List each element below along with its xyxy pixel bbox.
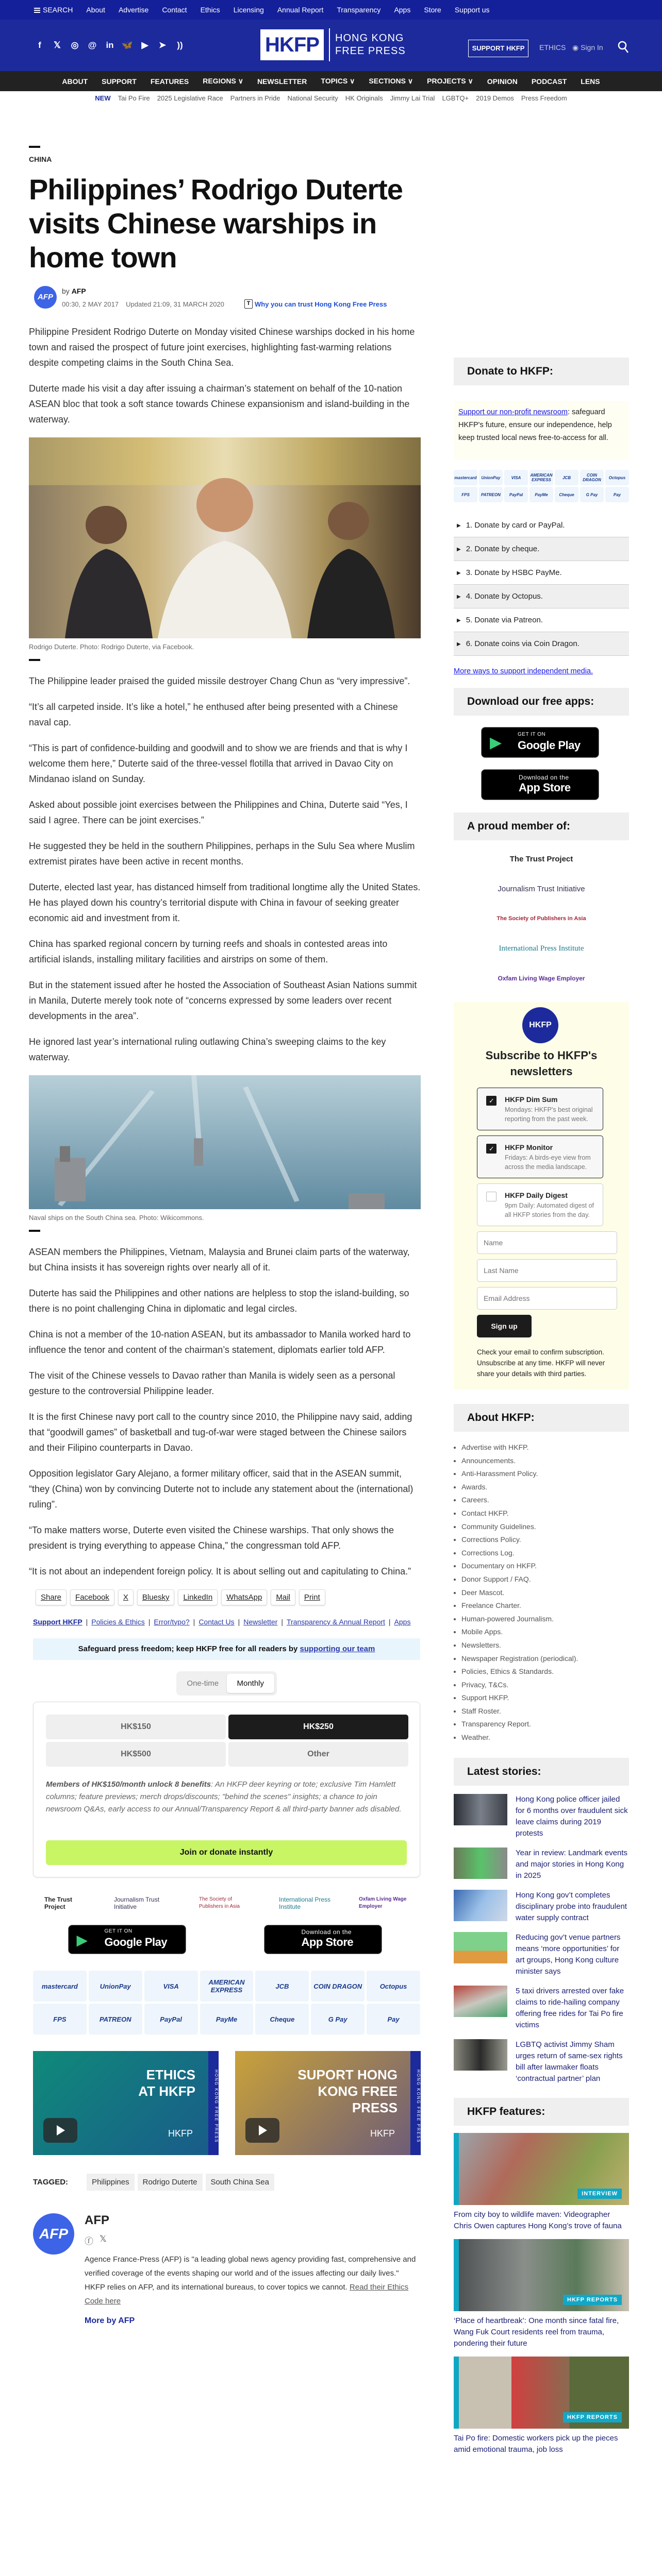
article-paragraph: “To make matters worse, Duterte even visited the Chinese warships. That only shows the president is trying everything to appease China,” the congressman told AFP.	[29, 1525, 394, 1551]
trending-link[interactable]: Press Freedom	[521, 94, 567, 102]
last-name-input[interactable]	[477, 1259, 617, 1282]
sidebar-app-store-button[interactable]: Download on the App Store	[481, 769, 599, 800]
article-paragraph: Duterte has said the Philippines and other nations are helpless to stop the island-building, so there is no point challenging China in diplomatic and legal circles.	[29, 1288, 409, 1314]
one-time-tab[interactable]: One-time	[187, 1679, 219, 1688]
support-blurb: Support our non-profit newsroom: safeguard HKFP's future, ensure our independence, help keep trusted local news free-to-access for all.	[454, 401, 629, 460]
about-link[interactable]: • Documentary on HKFP.	[461, 1560, 629, 1573]
latest-story[interactable]: Hong Kong police officer jailed for 6 months over fraudulent sick leave claims during 2019 protests	[454, 1794, 629, 1839]
payment-logo: UnionPay	[89, 1971, 142, 2002]
nav-item[interactable]: PODCAST	[531, 77, 567, 86]
latest-story[interactable]: Reducing gov’t venue partners means ‘more opportunities’ for art groups, Hong Kong culture minister says	[454, 1932, 629, 1977]
about-link[interactable]: • Support HKFP.	[461, 1691, 629, 1705]
instagram-icon[interactable]: ◎	[71, 40, 79, 50]
top-link[interactable]: Advertise	[118, 6, 149, 14]
about-link[interactable]: • Careers.	[461, 1494, 629, 1507]
donate-option[interactable]: ▶ 6. Donate coins via Coin Dragon.	[454, 632, 629, 656]
x-icon[interactable]: 𝕏	[54, 40, 61, 50]
payment-logo: Cheque	[555, 487, 578, 502]
top-link[interactable]: Contact	[162, 6, 187, 14]
trust-project-icon: T	[244, 299, 253, 309]
play-icon[interactable]	[43, 2118, 77, 2143]
trending-link[interactable]: LGBTQ+	[442, 94, 469, 102]
features-heading: HKFP features:	[454, 2098, 629, 2126]
trending-link[interactable]: National Security	[287, 94, 338, 102]
sidebar-payment-methods	[454, 470, 629, 502]
article-paragraph: Asked about possible joint exercises between the Philippines and China, Duterte said “Yes, I said I agree. There can be joint exercises.”	[29, 800, 408, 825]
story-thumbnail	[454, 2039, 507, 2071]
article-paragraph: The visit of the Chinese vessels to Davao rather than Manila is widely seen as a personal gesture to the controversial Philippine leader.	[29, 1370, 395, 1396]
section-dash	[29, 1230, 40, 1232]
article-paragraph: He suggested they be held in the southern Philippines, perhaps in the Sulu Sea where Muslim extremist pirates have been active in recent months.	[29, 841, 415, 867]
share-button[interactable]: Share	[36, 1589, 67, 1605]
article-paragraph: China has sparked regional concern by turning reefs and shoals in contested areas into artificial islands, installing military facilities and airstrips on some of them.	[29, 939, 388, 964]
donate-option[interactable]: ▶ 3. Donate by HSBC PayMe.	[454, 561, 629, 585]
user-icon: ◉	[572, 43, 581, 52]
nav-item[interactable]: OPINION	[487, 77, 518, 86]
story-thumbnail	[454, 1794, 507, 1825]
checkbox[interactable]	[486, 1096, 496, 1106]
about-link[interactable]: • Staff Roster.	[461, 1705, 629, 1718]
nav-item[interactable]: LENS	[581, 77, 600, 86]
trust-link[interactable]: T Why you can trust Hong Kong Free Press	[244, 299, 387, 309]
author-box-avatar[interactable]: AFP	[33, 2213, 74, 2255]
nav-item[interactable]: SECTIONS ∨	[369, 77, 413, 85]
share-bar	[36, 1589, 421, 1605]
author-avatar[interactable]: AFP	[34, 286, 57, 309]
trending-bar	[0, 91, 662, 105]
support-link[interactable]: Support HKFP	[33, 1618, 82, 1626]
trending-link[interactable]: Jimmy Lai Trial	[390, 94, 435, 102]
top-link[interactable]: Store	[424, 6, 441, 14]
latest-heading: Latest stories:	[454, 1758, 629, 1786]
linkedin-icon[interactable]: in	[106, 40, 114, 50]
duterte-photo	[29, 437, 421, 638]
top-link[interactable]: Annual Report	[277, 6, 324, 14]
author-bio: Agence France-Press (AFP) is "a leading global news agency providing fast, comprehensive and verified coverage of the events shaping our world and of the issues affecting our daily lives." HKFP relies on AFP, and its international bureaus, to cover topics we cannot. Read their Ethics Code here	[85, 2255, 416, 2306]
sopa-logo[interactable]: The Society of Publishers in Asia	[496, 916, 586, 922]
story-thumbnail	[454, 1986, 507, 2017]
supporting-team-link[interactable]: supporting our team	[300, 1645, 375, 1653]
search-icon[interactable]	[618, 40, 629, 54]
main-column	[29, 146, 421, 2337]
feature-story[interactable]: INTERVIEW From city boy to wildlife maven: Videographer Chris Owen captures Hong Kong’s trove of fauna	[454, 2133, 629, 2232]
author-social	[85, 2234, 107, 2247]
about-link[interactable]: • Newspaper Registration (periodical).	[461, 1652, 629, 1666]
article-paragraph: But in the statement issued after he hosted the Association of Southeast Asian Nations summit in Manila, Duterte merely took note of “concerns expressed by some leaders over recent developments in the area”.	[29, 980, 417, 1021]
payment-logo: AMERICAN EXPRESS	[200, 1971, 254, 2002]
article-paragraph: “This is part of confidence-building and goodwill and to show we are friends and that is why I welcome them here,” Duterte said of the three-vessel flotilla that arrived in Davao City on Mindanao island on Sunday.	[29, 743, 408, 784]
policies-link[interactable]: Policies & Ethics	[91, 1618, 145, 1626]
donate-option[interactable]: ▶ 1. Donate by card or PayPal.	[454, 514, 629, 537]
article-paragraph: Duterte, elected last year, has distanced himself from traditional longtime ally the United States. He has played down his country’s territorial dispute with China in favour of seeking greater economic aid and investment from it.	[29, 882, 421, 923]
payment-logo: PayPal	[504, 487, 528, 502]
dates	[62, 300, 224, 308]
logo-divider	[329, 28, 330, 61]
app-buttons	[29, 1925, 421, 1954]
top-link[interactable]: Licensing	[233, 6, 264, 14]
payment-logo: AMERICAN EXPRESS	[529, 470, 553, 485]
article-paragraph: Opposition legislator Gary Alejano, a former military officer, said that in the ASEAN summit, “they (China) won by convincing Duterte not to include any statement about the (international) ruling”.	[29, 1468, 413, 1510]
name-input[interactable]	[477, 1231, 617, 1254]
about-link[interactable]: • Policies, Ethics & Standards.	[461, 1665, 629, 1679]
subscribe-heading: Subscribe to HKFP's newsletters	[485, 1049, 598, 1078]
checkbox[interactable]	[486, 1192, 496, 1201]
amount-250[interactable]: HK$250	[228, 1715, 408, 1739]
top-link[interactable]: Support us	[454, 6, 490, 14]
payment-logo: COIN DRAGON	[580, 470, 604, 485]
email-input[interactable]	[477, 1287, 617, 1310]
hkfp-badge: HKFP	[522, 1007, 558, 1043]
play-icon[interactable]	[245, 2118, 279, 2143]
ethics-code-link[interactable]: Read their Ethics Code here	[85, 2283, 409, 2306]
trending-link[interactable]: 2019 Demos	[476, 94, 514, 102]
about-links	[454, 1441, 629, 1744]
author-box	[33, 2213, 421, 2337]
bluesky-icon[interactable]: 🦋	[122, 40, 133, 50]
donate-heading: Donate to HKFP:	[454, 358, 629, 385]
payment-logo: Pay	[367, 2004, 420, 2035]
more-ways-link[interactable]: More ways to support independent media.	[454, 667, 593, 675]
youtube-icon[interactable]: ▶	[141, 40, 148, 50]
photo-caption: Naval ships on the South China sea. Photo: Wikicommons.	[29, 1214, 204, 1222]
top-utility-bar	[0, 0, 662, 20]
author-box-name[interactable]: AFP	[85, 2213, 109, 2227]
ethics-video[interactable]: ETHICS AT HKFP HKFP HONG KONG FREE PRESS	[33, 2051, 219, 2155]
transparency-link[interactable]: Transparency & Annual Report	[286, 1618, 385, 1626]
about-link[interactable]: • Newsletters.	[461, 1639, 629, 1652]
newsletter-signup	[454, 1002, 629, 1389]
article-paragraph: “It’s all carpeted inside. It’s like a hotel,” he enthused after being presented with a Chinese naval cap.	[29, 702, 398, 727]
payment-logo: mastercard	[454, 470, 477, 485]
app-store-button[interactable]: Download on the App Store	[264, 1925, 382, 1954]
jti-logo[interactable]: Journalism Trust Initiative	[498, 884, 585, 893]
article-paragraph: It is the first Chinese navy port call to the country since 2010, the Philippine navy said, adding that “goodwill games” of basketball and tug-of-war were staged between the Chinese sailors and their Filipino counterparts in Davao.	[29, 1412, 412, 1453]
about-link[interactable]: • Freelance Charter.	[461, 1599, 629, 1613]
article-paragraph: “It is not about an independent foreign policy. It is about selling out and capitulating to China.”	[29, 1566, 411, 1577]
sidebar	[454, 358, 629, 2455]
monthly-tab[interactable]: Monthly	[227, 1674, 275, 1693]
checkbox[interactable]	[486, 1144, 496, 1154]
amount-150[interactable]: HK$150	[46, 1715, 226, 1739]
payment-logo: mastercard	[33, 1971, 87, 2002]
article-body	[29, 324, 421, 1579]
payment-logo: G Pay	[580, 487, 604, 502]
newsletter-dim-sum[interactable]: ✓ HKFP Dim Sum Mondays: HKFP's best original reporting from the past week.	[477, 1088, 603, 1130]
ipi-logo[interactable]: International Press Institute	[279, 1896, 331, 1910]
main-nav	[0, 71, 662, 91]
latest-story[interactable]: Hong Kong gov’t completes disciplinary probe into fraudulent water supply contract	[454, 1890, 629, 1924]
new-label: NEW	[95, 94, 111, 102]
donation-box	[33, 1702, 420, 1877]
sign-in-link[interactable]: ◉ Sign In	[572, 43, 603, 52]
rss-icon[interactable]: ))	[177, 40, 183, 50]
payment-logo: FPS	[33, 2004, 87, 2035]
about-link[interactable]: • Weather.	[461, 1731, 629, 1744]
share-button[interactable]: X	[118, 1589, 134, 1605]
payment-methods	[33, 1971, 420, 2035]
story-thumbnail	[454, 1890, 507, 1921]
hkfp-logo[interactable]: HKFP	[260, 29, 324, 60]
payment-logo: UnionPay	[479, 470, 503, 485]
nav-item[interactable]: SUPPORT	[102, 77, 137, 86]
byline: by AFP	[62, 287, 86, 295]
article-paragraph: He ignored last year’s international ruling outlawing China’s sweeping claims to the key waterway.	[29, 1037, 386, 1062]
sign-up-button[interactable]: Sign up	[477, 1315, 532, 1337]
newsletter-daily-digest[interactable]: HKFP Daily Digest 9pm Daily: Automated digest of all HKFP stories from the day.	[477, 1183, 603, 1226]
masthead	[0, 20, 662, 71]
members-benefits: Members of HK$150/month unlock 8 benefits: An HKFP deer keyring or tote; exclusive Tim Hamlett columns; feature previews; merch drops/discounts; "behind the scenes" insights; a chance to join newsroom Q&As, early access to our Annual/Transparency Report & all third-party banner ads disabled.	[46, 1780, 402, 1814]
share-button[interactable]: Facebook	[70, 1589, 114, 1605]
feature-image: INTERVIEW	[454, 2133, 629, 2205]
tag-south-china-sea[interactable]: South China Sea	[206, 2174, 274, 2191]
article-paragraph: ASEAN members the Philippines, Vietnam, Malaysia and Brunei claim parts of the waterway, but China insists it has sovereign rights over nearly all of it.	[29, 1247, 410, 1273]
donate-option[interactable]: ▶ 5. Donate via Patreon.	[454, 608, 629, 632]
safeguard-banner: Safeguard press freedom; keep HKFP free for all readers by supporting our team	[33, 1638, 420, 1660]
payment-logo: Pay	[605, 487, 629, 502]
share-button[interactable]: Mail	[271, 1589, 295, 1605]
feature-image: HKFP REPORTS	[454, 2357, 629, 2429]
nav-item[interactable]: FEATURES	[150, 77, 189, 86]
latest-story[interactable]: LGBTQ activist Jimmy Sham urges return of same-sex rights bill after lawmaker floats ‘contractual partner’ plan	[454, 2039, 629, 2084]
trust-project-logo[interactable]: The Trust Project	[509, 854, 573, 863]
payment-logo: VISA	[504, 470, 528, 485]
payment-logo: COIN DRAGON	[311, 1971, 365, 2002]
ipi-logo[interactable]: International Press Institute	[499, 944, 584, 953]
about-link[interactable]: • Community Guidelines.	[461, 1520, 629, 1534]
menu-icon	[34, 8, 40, 13]
section-dash	[29, 659, 40, 661]
share-button[interactable]: LinkedIn	[178, 1589, 218, 1605]
payment-logo: PayMe	[529, 487, 553, 502]
donate-options	[454, 514, 629, 656]
google-play-icon: ▶	[76, 1932, 88, 1948]
about-link[interactable]: • Privacy, T&Cs.	[461, 1679, 629, 1692]
sidebar-google-play-button[interactable]: ▶ GET IT ON Google Play	[481, 727, 599, 758]
top-link[interactable]: About	[86, 6, 105, 14]
newsletter-monitor[interactable]: ✓ HKFP Monitor Fridays: A birds-eye view from across the media landscape.	[477, 1136, 603, 1178]
payment-logo: G Pay	[311, 2004, 365, 2035]
tags	[33, 2174, 421, 2191]
nav-item[interactable]: NEWSLETTER	[257, 77, 307, 86]
payment-logo: PATREON	[89, 2004, 142, 2035]
byline-block	[29, 286, 421, 311]
ethics-link[interactable]: ETHICS	[539, 43, 566, 52]
about-link[interactable]: • Human-powered Journalism.	[461, 1613, 629, 1626]
feature-story[interactable]: HKFP REPORTS Tai Po fire: Domestic workers pick up the pieces amid emotional trauma, job loss	[454, 2357, 629, 2455]
oxfam-logo[interactable]: Oxfam Living Wage Employer	[498, 975, 585, 982]
trending-link[interactable]: HK Originals	[345, 94, 383, 102]
payment-logo: FPS	[454, 487, 477, 502]
top-link[interactable]: Ethics	[200, 6, 220, 14]
payment-logo: Cheque	[255, 2004, 309, 2035]
story-thumbnail	[454, 1848, 507, 1879]
nav-item[interactable]: REGIONS ∨	[203, 77, 243, 85]
google-play-icon: ▶	[490, 734, 502, 751]
facebook-icon[interactable]: f	[38, 40, 41, 50]
share-button[interactable]: Bluesky	[137, 1589, 175, 1605]
payment-logo: PayPal	[144, 2004, 198, 2035]
top-link[interactable]: Apps	[394, 6, 411, 14]
about-link[interactable]: • Deer Mascot.	[461, 1586, 629, 1600]
facebook-icon[interactable]: ⓕ	[85, 2236, 93, 2246]
article-paragraph: China is not a member of the 10-nation ASEAN, but its ambassador to Manila worked hard to influence the tenor and content of the chairman’s statement, diplomats earlier told AFP.	[29, 1329, 411, 1355]
join-donate-button[interactable]: Join or donate instantly	[46, 1840, 407, 1865]
share-button[interactable]: WhatsApp	[221, 1589, 267, 1605]
trending-link[interactable]: Partners in Pride	[230, 94, 280, 102]
top-link[interactable]: Transparency	[337, 6, 381, 14]
about-link[interactable]: • Donor Support / FAQ.	[461, 1573, 629, 1586]
subscribe-note: Check your email to confirm subscription. Unsubscribe at any time. HKFP will never share your details with third parties.	[477, 1348, 605, 1378]
nav-item[interactable]: PROJECTS ∨	[427, 77, 473, 85]
member-heading: A proud member of:	[454, 812, 629, 840]
nav-item[interactable]: ABOUT	[62, 77, 88, 86]
contact-link[interactable]: Contact Us	[198, 1618, 235, 1626]
about-link[interactable]: • Advertise with HKFP.	[461, 1441, 629, 1454]
support-hkfp-button[interactable]: SUPPORT HKFP	[468, 40, 528, 57]
article-paragraph: Philippine President Rodrigo Duterte on Monday visited Chinese warships docked in his home town and raised the prospect of future joint exercises, highlighting fast-warming relations despite competing claims in the South China Sea.	[29, 327, 415, 368]
about-link[interactable]: • Transparency Report.	[461, 1718, 629, 1731]
latest-stories	[454, 1794, 629, 2084]
updated-date: Updated 21:09, 31 MARCH 2020	[126, 300, 224, 308]
logo-wordmark[interactable]: HONG KONG FREE PRESS	[335, 32, 406, 57]
google-play-button[interactable]: ▶ GET IT ON Google Play	[68, 1925, 186, 1954]
about-link[interactable]: • Anti-Harassment Policy.	[461, 1467, 629, 1481]
story-thumbnail	[454, 1932, 507, 1963]
about-heading: About HKFP:	[454, 1404, 629, 1432]
x-icon[interactable]: 𝕏	[100, 2234, 107, 2244]
feature-story[interactable]: HKFP REPORTS ‘Place of heartbreak’: One month since fatal fire, Wang Fuk Court residents reel from trauma, pondering their future	[454, 2239, 629, 2349]
sopa-logo[interactable]: The Society of Publishers in Asia	[199, 1896, 240, 1909]
about-link[interactable]: • Mobile Apps.	[461, 1625, 629, 1639]
payment-logo: JCB	[255, 1971, 309, 2002]
telegram-icon[interactable]: ➤	[158, 40, 167, 50]
share-button[interactable]: Print	[299, 1589, 325, 1605]
payment-logo: JCB	[555, 470, 578, 485]
payment-logo: Octopus	[605, 470, 629, 485]
nav-item[interactable]: TOPICS ∨	[321, 77, 355, 85]
photo-caption: Rodrigo Duterte. Photo: Rodrigo Duterte, via Facebook.	[29, 643, 194, 651]
error-link[interactable]: Error/typo?	[154, 1618, 190, 1626]
videos	[33, 2051, 421, 2155]
more-by-author-link[interactable]: More by AFP	[85, 2316, 135, 2325]
amount-other[interactable]: Other	[228, 1742, 408, 1767]
social-links	[34, 39, 186, 52]
category-dash	[29, 146, 40, 148]
payment-logo: PayMe	[200, 2004, 254, 2035]
support-video[interactable]: SUPORT HONG KONG FREE PRESS HKFP HONG KONG FREE PRESS	[235, 2051, 421, 2155]
donate-option[interactable]: ▶ 4. Donate by Octopus.	[454, 585, 629, 608]
trending-link[interactable]: Tai Po Fire	[118, 94, 150, 102]
trending-link[interactable]: 2025 Legislative Race	[157, 94, 223, 102]
membership-logos	[44, 1896, 416, 1910]
frequency-toggle	[176, 1671, 277, 1696]
category-label[interactable]: CHINA	[29, 155, 52, 163]
oxfam-logo[interactable]: Oxfam Living Wage Employer	[359, 1896, 407, 1909]
apps-heading: Download our free apps:	[454, 688, 629, 716]
about-link[interactable]: • Awards.	[461, 1481, 629, 1494]
jti-logo[interactable]: Journalism Trust Initiative	[114, 1896, 160, 1910]
payment-logo: VISA	[144, 1971, 198, 2002]
apps-link[interactable]: Apps	[394, 1618, 411, 1626]
tag-rodrigo-duterte[interactable]: Rodrigo Duterte	[138, 2174, 203, 2191]
about-link[interactable]: • Corrections Log.	[461, 1547, 629, 1560]
latest-story[interactable]: Year in review: Landmark events and major stories in Hong Kong in 2025	[454, 1848, 629, 1882]
tagged-label: TAGGED:	[33, 2178, 69, 2187]
about-link[interactable]: • Corrections Policy.	[461, 1533, 629, 1547]
about-link[interactable]: • Contact HKFP.	[461, 1507, 629, 1520]
search-menu-button[interactable]: SEARCH	[34, 6, 73, 14]
payment-logo: Octopus	[367, 1971, 420, 2002]
article-footer-links: Support HKFP | Policies & Ethics | Error/typo? | Contact Us | Newsletter | Transparency & Annual Report | Apps	[33, 1618, 411, 1626]
donate-option[interactable]: ▶ 2. Donate by cheque.	[454, 537, 629, 561]
latest-story[interactable]: 5 taxi drivers arrested over fake claims to ride-hailing company offering free rides for Tai Po fire victims	[454, 1986, 629, 2031]
support-newsroom-link[interactable]: Support our non-profit newsroom	[458, 408, 568, 416]
page-title: Philippines’ Rodrigo Duterte visits Chinese warships in home town	[29, 173, 403, 274]
threads-icon[interactable]: @	[88, 40, 97, 50]
about-link[interactable]: • Announcements.	[461, 1454, 629, 1468]
trust-project-logo[interactable]: The Trust Project	[44, 1896, 73, 1910]
amount-500[interactable]: HK$500	[46, 1742, 226, 1767]
published-date: 00:30, 2 MAY 2017	[62, 300, 119, 308]
payment-logo: PATREON	[479, 487, 503, 502]
feature-image: HKFP REPORTS	[454, 2239, 629, 2311]
newsletter-link[interactable]: Newsletter	[243, 1618, 278, 1626]
article-paragraph: The Philippine leader praised the guided missile destroyer Chang Chun as “very impressive”.	[29, 676, 410, 686]
naval-ships-photo	[29, 1075, 421, 1209]
article-paragraph: Duterte made his visit a day after issuing a chairman’s statement on behalf of the 10-nation ASEAN bloc that took a soft stance towards Chinese expansionism and island-building in the waterway.	[29, 383, 410, 425]
author-link[interactable]: AFP	[71, 287, 86, 295]
tag-philippines[interactable]: Philippines	[87, 2174, 135, 2191]
